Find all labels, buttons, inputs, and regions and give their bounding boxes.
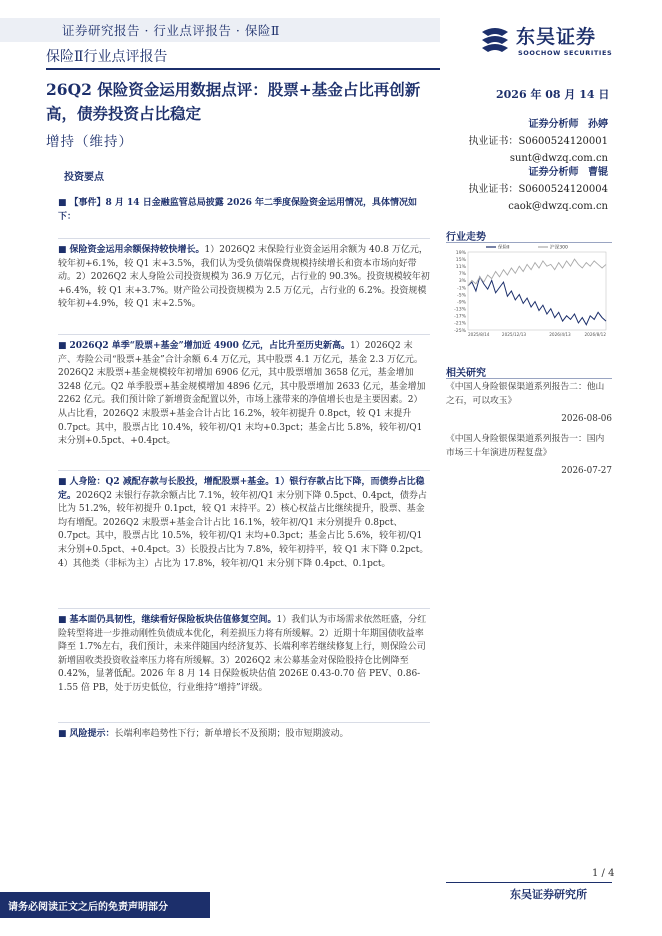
analyst-role: 证券分析师 — [528, 167, 579, 178]
related-report-title[interactable]: 《中国人身险银保渠道系列报告二：他山之石，可以攻玉》 — [446, 382, 605, 406]
analyst-email[interactable]: caok@dwzq.com.cn — [508, 201, 608, 212]
y-tick-label: 7% — [458, 272, 466, 278]
section-fundamentals: ■ 基本面仍具韧性，继续看好保险板块估值修复空间。1）我们认为市场需求依然旺盛，分红险转型将进一步推动刚性负债成本优化，利差损压力将有所缓解。2）近期十年期国债收益率降至 1.7%左右，我们预计，未来伴随国内经济复苏、长端利率若继续修复上行，则保险公司新增固收类投资收益率压力将有所缓解。3）2026Q2 末公募基金对保险股持仓比例降至 0.42%，显著低配。2026 年 8 月 14 日保险板块估值 2026E 0.43-0.70 倍 PEV、0.86-1.55 倍 PB，处于历史低位，行业维持“增持”评级。 — [58, 608, 430, 702]
analyst-name: 曹锟 — [588, 167, 608, 178]
section-body: 1）我们认为市场需求依然旺盛，分红险转型将进一步推动刚性负债成本优化，利差损压力将有所缓解。2）近期十年期国债收益率降至 1.7%左右，我们预计，未来伴随国内经济复苏、长端利率若继续修复上行，则保险公司新增固收类投资收益率压力将有所缓解。3）2026Q2 末公募基金对保险股持仓比例降至 0.42%，显著低配。2026 年 8 月 14 日保险板块估值 2026E 0.43-0.70 倍 PEV、0.86-1.55 倍 PB，处于历史低位，行业维持“增持”评级。 — [58, 615, 427, 693]
section-event: ■ 【事件】8 月 14 日金融监管总局披露 2026 年二季度保险资金运用情况，具体情况如下： — [58, 198, 418, 222]
y-tick-label: 3% — [458, 279, 466, 285]
page-number: 1 / 4 — [592, 868, 615, 879]
divider — [446, 242, 612, 243]
breadcrumb: 证券研究报告 · 行业点评报告 · 保险Ⅱ — [62, 23, 280, 38]
section-head: 基本面仍具韧性，继续看好保险板块估值修复空间。 — [69, 615, 277, 625]
legend-label: 沪深300 — [550, 245, 568, 251]
section-body: 长端利率趋势性下行；新单增长不及预期；股市短期波动。 — [114, 729, 349, 739]
section-head: 2026Q2 单季“股票+基金”增加近 4900 亿元，占比升至历史新高。 — [69, 341, 351, 351]
analyst-block-2 — [468, 164, 608, 215]
analyst-role: 证券分析师 — [528, 119, 579, 130]
legend-label: 保险Ⅱ — [498, 245, 510, 251]
x-tick-label: 2026/4/13 — [549, 332, 571, 337]
section-head: 风险提示： — [69, 729, 115, 739]
section-body: 2026Q2 末银行存款余额占比 7.1%，较年初/Q1 末分别下降 0.5pct、0.4pct，债券占比为 51.2%，较年初提升 0.1pct，较 Q1 末持平。2）核心权益占比继续提升，股票、基金均有增配。2026Q2 末股票+基金合计占比 16.1%，较年初/Q1 末分别提升 0.8pct、0.7pct。其中，股票占比 10.5%，较年初/Q1 末均+0.3pct；基金占比 5.6%，较年初/Q1 末分别+0.5pct、+0.4pct。3）长股投占比为 7.8%，较年初持平，较 Q1 末下降 0.2pct。4）其他类（非标为主）占比为 17.8%，较年初/Q1 末分别下降 0.4pct、0.1pct。 — [58, 490, 429, 569]
related-title: 相关研究 — [446, 368, 486, 379]
y-tick-label: 15% — [455, 257, 466, 263]
series-line-hs300 — [468, 259, 606, 286]
related-report-title[interactable]: 《中国人身险银保渠道系列报告一：国内市场三十年演进历程复盘》 — [446, 434, 605, 458]
series-line-insurance — [468, 277, 606, 325]
cert-label: 执业证书： — [468, 184, 519, 195]
industry-trend-chart — [446, 244, 612, 344]
report-date: 2026 年 08 月 14 日 — [496, 88, 610, 101]
y-tick-label: -1% — [457, 286, 466, 292]
research-dept: 东吴证券研究所 — [510, 888, 587, 901]
analyst-name: 孙婷 — [588, 119, 608, 130]
analyst-block-1 — [468, 116, 608, 167]
y-tick-label: -21% — [454, 321, 466, 327]
y-tick-label: -17% — [454, 314, 466, 320]
key-points-title: 投资要点 — [64, 172, 104, 183]
report-type: 保险Ⅱ行业点评报告 — [46, 49, 168, 65]
y-tick-label: 11% — [455, 264, 466, 270]
section-head: 保险资金运用余额保持较快增长。 — [69, 245, 205, 255]
y-tick-label: 19% — [455, 250, 466, 256]
y-tick-label: -5% — [457, 293, 466, 299]
rating: 增持（维持） — [46, 134, 133, 150]
section-head: 人身险：Q2 减配存款与长股投，增配股票+基金。1）银行存款占比下降，而债券占比稳定。 — [58, 477, 425, 501]
section-stock-fund: ■ 2026Q2 单季“股票+基金”增加近 4900 亿元，占比升至历史新高。1）2026Q2 末产、寿险公司“股票+基金”合计余额 6.4 万亿元，其中股票 4.1 万亿元，基金 2.3 万亿元。2026Q2 末股票+基金规模较年初增加 6906 亿元，其中股票增加 3658 亿元，基金增加 3248 亿元。Q2 单季股票+基金规模增加 4896 亿元，其中股票增加 2633 亿元，基金增加 2262 亿元。我们预计除了新增资金配置以外，市场上涨带来的净值增长也是主要因素。2）从占比看，2026Q2 末股票+基金合计占比 16.2%，较年初提升 0.8pct，较 Q1 末提升 0.7pct。其中，股票占比 10.4%，较年初/Q1 末均+0.3pct；基金占比 5.8%，较年初/Q1 末分别+0.5pct、+0.4pct。 — [58, 334, 430, 455]
analyst-email[interactable]: sunt@dwzq.com.cn — [509, 153, 608, 164]
x-tick-label: 2026/8/12 — [584, 332, 606, 337]
divider — [446, 882, 612, 883]
section-body: 1）2026Q2 末产、寿险公司“股票+基金”合计余额 6.4 万亿元，其中股票 4.1 万亿元，基金 2.3 万亿元。2026Q2 末股票+基金规模较年初增加 6906 亿元，其中股票增加 3658 亿元，基金增加 3248 亿元。Q2 单季股票+基金规模增加 4896 亿元，其中股票增加 2633 亿元，基金增加 2262 亿元。我们预计除了新增资金配置以外，市场上涨带来的净值增长也是主要因素。2）从占比看，2026Q2 末股票+基金合计占比 16.2%，较年初提升 0.8pct，较 Q1 末提升 0.7pct。其中，股票占比 10.4%，较年初/Q1 末均+0.3pct；基金占比 5.8%，较年初/Q1 末分别+0.5pct、+0.4pct。 — [58, 341, 426, 447]
section-risk: ■ 风险提示：长端利率趋势性下行；新单增长不及预期；股市短期波动。 — [58, 722, 430, 748]
section-body: 1）2026Q2 末保险行业资金运用余额为 40.8 万亿元，较年初+6.1%，较 Q1 末+3.5%，我们认为受负债端保费规模持续增长和资本市场向好带动。2）2026Q2 末人身险公司投资规模为 36.9 万亿元，占行业的 90.3%。投资规模较年初+6.4%，较 Q1 末+3.7%。财产险公司投资规模为 2.5 万亿元，占行业的 6.2%。投资规模较年初+4.9%，较 Q1 末+2.5%。 — [58, 245, 430, 310]
logo-subtext: SOOCHOW SECURITIES — [518, 49, 613, 57]
y-tick-label: -9% — [457, 300, 466, 306]
disclaimer-text[interactable]: 请务必阅读正文之后的免责声明部分 — [8, 902, 168, 913]
related-report-date: 2026-08-06 — [561, 414, 612, 424]
y-tick-label: -13% — [454, 307, 466, 313]
section-funds-growth: ■ 保险资金运用余额保持较快增长。1）2026Q2 末保险行业资金运用余额为 40.8 万亿元，较年初+6.1%，较 Q1 末+3.5%，我们认为受负债端保费规模持续增长和资本市场向好带动。2）2026Q2 末人身险公司投资规模为 36.9 万亿元，占行业的 90.3%。投资规模较年初+6.4%，较 Q1 末+3.7%。财产险公司投资规模为 2.5 万亿元，占行业的 6.2%。投资规模较年初+4.9%，较 Q1 末+2.5%。 — [58, 238, 430, 318]
section-life-insurance: ■ 人身险：Q2 减配存款与长股投，增配股票+基金。1）银行存款占比下降，而债券占比稳定。2026Q2 末银行存款余额占比 7.1%，较年初/Q1 末分别下降 0.5pct、0.4pct，债券占比为 51.2%，较年初提升 0.1pct，较 Q1 末持平。2）核心权益占比继续提升，股票、基金均有增配。2026Q2 末股票+基金合计占比 16.1%，较年初/Q1 末分别提升 0.8pct、0.7pct。其中，股票占比 10.5%，较年初/Q1 末均+0.3pct；基金占比 5.6%，较年初/Q1 末分别+0.5pct、+0.4pct。3）长股投占比为 7.8%，较年初持平，较 Q1 末下降 0.2pct。4）其他类（非标为主）占比为 17.8%，较年初/Q1 末分别下降 0.4pct、0.1pct。 — [58, 470, 430, 577]
cert-label: 执业证书： — [468, 136, 519, 147]
related-report-date: 2026-07-27 — [561, 466, 612, 476]
y-tick-label: -25% — [454, 328, 466, 334]
trend-title: 行业走势 — [446, 232, 486, 243]
cert-number: S0600524120001 — [518, 136, 608, 147]
report-title: 26Q2 保险资金运用数据点评：股票+基金占比再创新高，债券投资占比稳定 — [46, 80, 421, 123]
x-tick-label: 2025/8/14 — [468, 332, 490, 337]
divider — [446, 378, 612, 379]
company-logo-icon — [478, 22, 512, 56]
x-tick-label: 2025/12/13 — [501, 332, 527, 337]
section-head: 【事件】8 月 14 日金融监管总局披露 2026 年二季度保险资金运用情况，具体情况如下： — [58, 198, 418, 222]
cert-number: S0600524120004 — [518, 184, 608, 195]
logo-text: 东吴证券 — [516, 26, 597, 48]
